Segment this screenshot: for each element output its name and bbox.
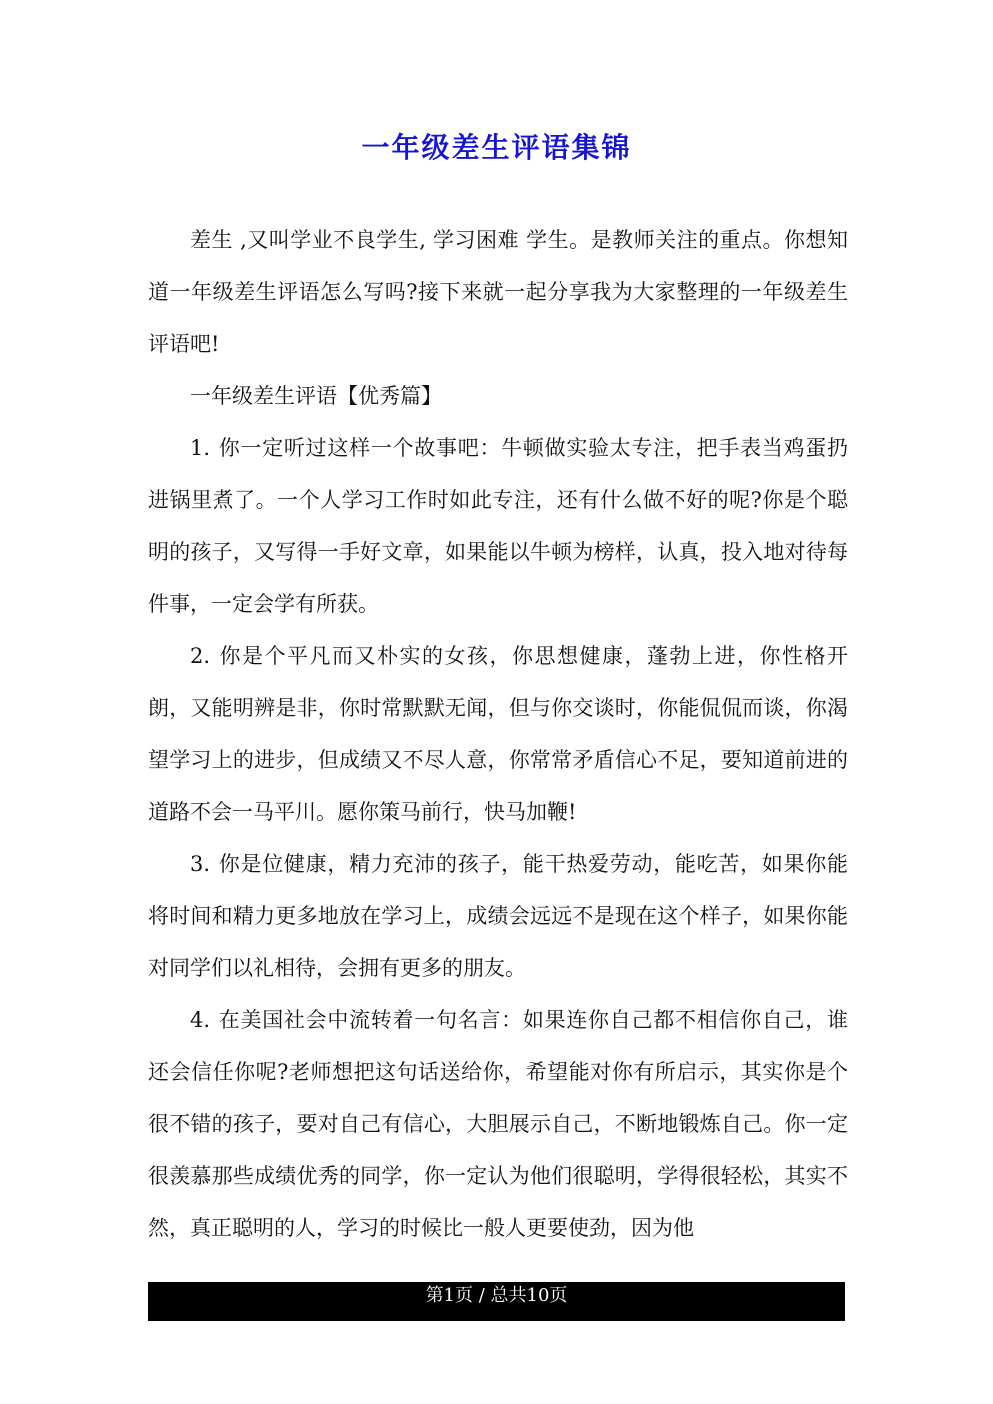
page-footer: 第1页 / 总共10页 (148, 1282, 845, 1321)
item-text: 你一定听过这样一个故事吧：牛顿做实验太专注，把手表当鸡蛋扔进锅里煮了。一个人学习工作时如此专注，还有什么做不好的呢?你是个聪明的孩子，又写得一手好文章，如果能以牛顿为榜样，认真，投入地对待每件事，一定会学有所获。 (148, 436, 848, 616)
section-heading: 一年级差生评语【优秀篇】 (190, 384, 442, 408)
intro-paragraph: 差生 ,又叫学业不良学生, 学习困难 学生。是教师关注的重点。你想知道一年级差生评语怎么写吗?接下来就一起分享我为大家整理的一年级差生评语吧! (148, 228, 848, 356)
item-number: 2. (190, 644, 211, 668)
item-text: 在美国社会中流转着一句名言：如果连你自己都不相信你自己，谁还会信任你呢?老师想把这句话送给你，希望能对你有所启示，其实你是个很不错的孩子，要对自己有信心，大胆展示自己，不断地锻炼自己。你一定很羡慕那些成绩优秀的同学，你一定认为他们很聪明，学得很轻松，其实不然，真正聪明的人，学习的时候比一般人更要使劲，因为他 (148, 1008, 848, 1240)
item-text: 你是个平凡而又朴实的女孩，你思想健康，蓬勃上进，你性格开朗，又能明辨是非，你时常默默无闻，但与你交谈时，你能侃侃而谈，你渴望学习上的进步，但成绩又不尽人意，你常常矛盾信心不足，要知道前进的道路不会一马平川。愿你策马前行，快马加鞭! (148, 644, 848, 824)
document-title: 一年级差生评语集锦 (361, 131, 632, 164)
document-body (148, 214, 848, 1254)
item-number: 1. (190, 436, 211, 460)
list-item (148, 838, 848, 994)
item-text: 你是位健康，精力充沛的孩子，能干热爱劳动，能吃苦，如果你能将时间和精力更多地放在学习上，成绩会远远不是现在这个样子，如果你能对同学们以礼相待，会拥有更多的朋友。 (148, 852, 848, 980)
list-item (148, 630, 848, 838)
list-item (148, 994, 848, 1254)
item-number: 3. (190, 852, 211, 876)
list-item (148, 422, 848, 630)
item-number: 4. (190, 1008, 211, 1032)
